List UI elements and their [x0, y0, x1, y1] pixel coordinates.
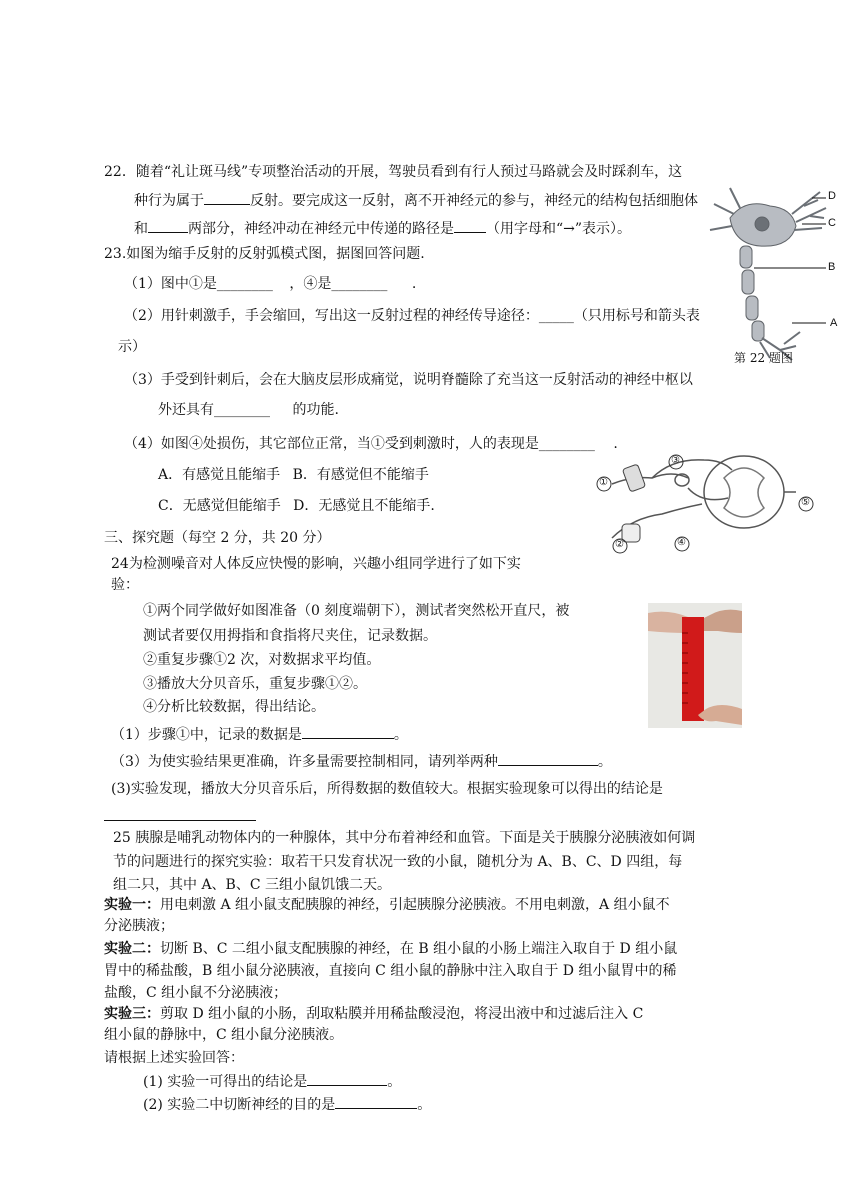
section-3-heading: 三、探究题（每空 2 分，共 20 分）: [104, 530, 331, 546]
q24-intro2: 验：: [111, 577, 139, 593]
q23-s1c: .: [411, 276, 417, 292]
q25-q2: [143, 1094, 431, 1115]
exp3-label: 实验三：: [104, 1006, 160, 1022]
fig-num-2: ②: [615, 539, 624, 550]
exp1-label: 实验一：: [104, 897, 160, 913]
q22-line3: [134, 218, 631, 239]
exp3-text: 剪取 D 组小鼠的小肠，刮取粘膜并用稀盐酸浸泡，将浸出液中和过滤后注入 C: [160, 1006, 644, 1022]
q24-a1: （1）步骤①中，记录的数据是: [111, 727, 302, 743]
exp2-text: 切断 B、C 二组小鼠支配胰腺的神经，在 B 组小鼠的小肠上端注入取自于 D 组小鼠: [160, 941, 678, 957]
q25-exp3: [104, 1004, 643, 1024]
q23-title: 23.如图为缩手反射的反射弧模式图，据图回答问题.: [104, 246, 425, 262]
neuron-label-d: D: [828, 190, 836, 202]
fig-num-3: ③: [671, 455, 680, 466]
q24-step2: ②重复步骤①2 次，对数据求平均值。: [143, 652, 381, 668]
q24-step3: ③播放大分贝音乐，重复步骤①②。: [143, 676, 367, 692]
q25-q1: [143, 1071, 401, 1092]
neuron-figure: [700, 178, 850, 368]
exp2-label: 实验二：: [104, 941, 160, 957]
q25-p3: 组二只，其中 A、B、C 三组小鼠饥饿二天。: [113, 877, 392, 893]
q24-step1a: ①两个同学做好如图准备（0 刻度端朝下），测试者突然松开直尺，被: [143, 603, 570, 619]
q23-s2a: （2）用针刺激手，手会缩回，写出这一反射过程的神经传导途径：_____（只用标号和箭头表: [124, 308, 700, 324]
q25-q1-end: 。: [387, 1074, 402, 1090]
q25-exp1: [104, 895, 670, 915]
q23-s3b: 外还具有________: [158, 402, 270, 418]
q25-q1-text: (1) 实验一可得出的结论是: [143, 1074, 308, 1090]
q24-a2-end: 。: [597, 754, 612, 770]
q25-exp2: [104, 939, 677, 959]
q22-text-3a: 和: [134, 221, 148, 237]
neuron-caption: 第 22 题图: [734, 351, 793, 365]
answer-blank[interactable]: [148, 218, 188, 233]
option-b[interactable]: B．有感觉但不能缩手: [292, 467, 429, 483]
q24-answer1: [111, 724, 408, 745]
q23-s3c: 的功能.: [292, 402, 339, 418]
q23-s4: [124, 434, 618, 454]
ruler-photo: [648, 603, 742, 728]
q25-prompt: 请根据上述实验回答：: [104, 1050, 244, 1066]
q22-text-3c: （用字母和“→”表示）。: [486, 221, 632, 237]
answer-blank[interactable]: [307, 1071, 387, 1086]
q25-q2-end: 。: [417, 1097, 432, 1113]
q22-text-3b: 两部分，神经冲动在神经元中传递的路径是: [188, 221, 454, 237]
fig-num-1: ①: [599, 477, 608, 488]
q24-a2: （3）为使实验结果更准确，许多量需要控制相同，请列举两种: [111, 754, 498, 770]
fig-num-4: ④: [677, 537, 686, 548]
q25-e2c: 盐酸，C 组小鼠不分泌胰液；: [104, 985, 288, 1001]
q23-s4a: （4）如图④处损伤，其它部位正常，当①受到刺激时，人的表现是________: [124, 436, 595, 452]
exp1-text: 用电刺激 A 组小鼠支配胰腺的神经，引起胰腺分泌胰液。不用电刺激，A 组小鼠不: [160, 897, 670, 913]
q25-e3b: 组小鼠的静脉中，C 组小鼠分泌胰液。: [104, 1027, 344, 1043]
answer-blank[interactable]: [302, 724, 394, 739]
q23-s1a: （1）图中①是________: [124, 276, 273, 292]
q23-s2b: 示）: [118, 339, 146, 355]
q22-text-2b: 反射。要完成这一反射，离不开神经元的参与，神经元的结构包括细胞体: [250, 193, 698, 209]
q23-s1: [124, 274, 416, 294]
answer-blank[interactable]: [335, 1094, 417, 1109]
q24-a3: (3)实验发现，播放大分贝音乐后，所得数据的数值较大。根据实验现象可以得出的结论是: [111, 781, 663, 797]
answer-blank[interactable]: [498, 751, 598, 766]
fig-num-5: ⑤: [801, 497, 810, 508]
option-d[interactable]: D．无感觉且不能缩手.: [293, 498, 435, 514]
q22-line2: [134, 190, 698, 211]
q25-q2-text: (2) 实验二中切断神经的目的是: [143, 1097, 336, 1113]
q23-s3: [158, 400, 339, 420]
reflex-arc-figure: [592, 448, 832, 560]
q22-text-2a: 种行为属于: [134, 193, 204, 209]
answer-blank[interactable]: [104, 806, 256, 821]
q24-answer2: [111, 751, 612, 772]
answer-blank[interactable]: [454, 218, 486, 233]
q24-step4: ④分析比较数据，得出结论。: [143, 699, 325, 715]
q23-s4b: .: [613, 436, 618, 452]
q24-intro1: 24为检测噪音对人体反应快慢的影响，兴趣小组同学进行了如下实: [111, 556, 521, 572]
q25-p1: 25 胰腺是哺乳动物体内的一种腺体，其中分布着神经和血管。下面是关于胰腺分泌胰液如何调: [113, 830, 696, 846]
q22-line1: 22．随着“礼让斑马线”专项整治活动的开展，驾驶员看到有行人预过马路就会及时踩刹车，这: [104, 164, 683, 180]
q25-e2b: 胃中的稀盐酸，B 组小鼠分泌胰液，直接向 C 组小鼠的静脉中注入取自于 D 组小鼠胃中的稀: [104, 963, 677, 979]
q24-step1b: 测试者要仅用拇指和食指将尺夹住，记录数据。: [143, 628, 437, 644]
answer-blank[interactable]: [204, 190, 250, 205]
q24-a1-end: 。: [393, 727, 408, 743]
neuron-label-a: A: [830, 317, 838, 329]
q23-s1b: ，④是________: [289, 276, 388, 292]
neuron-label-c: C: [828, 217, 836, 229]
neuron-label-b: B: [828, 261, 836, 273]
q25-p2: 节的问题进行的探究实验：取若干只发育状况一致的小鼠，随机分为 A、B、C、D 四组，每: [113, 854, 683, 870]
option-c[interactable]: C．无感觉但能缩手: [158, 498, 281, 514]
option-a[interactable]: A．有感觉且能缩手: [158, 467, 281, 483]
q23-options-ab: [158, 465, 429, 485]
q23-options-cd: [158, 496, 435, 516]
q25-e1b: 分泌胰液；: [104, 918, 174, 934]
q23-s3a: （3）手受到针刺后，会在大脑皮层形成痛觉，说明脊髓除了充当这一反射活动的神经中枢以: [124, 372, 693, 388]
